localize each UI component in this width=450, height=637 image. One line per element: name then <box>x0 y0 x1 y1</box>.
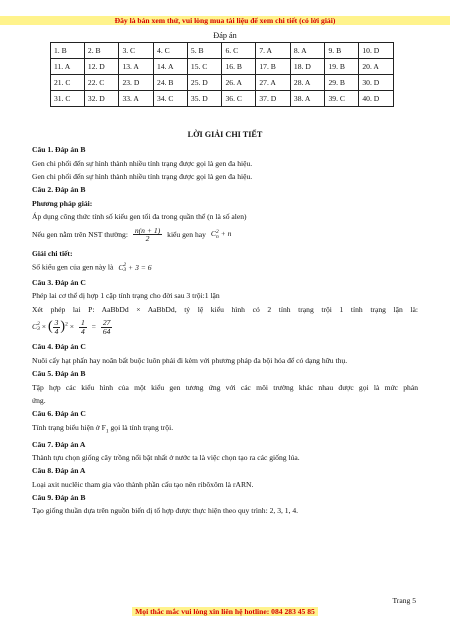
q3-heading: Câu 3. Đáp án C <box>32 277 86 287</box>
answer-cell: 4. C <box>154 43 188 59</box>
q6-heading: Câu 6. Đáp án C <box>32 409 86 419</box>
answer-cell: 1. B <box>51 43 85 59</box>
answer-cell: 35. D <box>187 91 222 107</box>
answer-cell: 29. B <box>325 75 359 91</box>
answer-cell: 17. B <box>256 59 291 75</box>
q2-apply: Áp dụng công thức tính số kiểu gen tối đa trong quần thể (n là số alen) <box>32 212 247 222</box>
answer-cell: 34. C <box>154 91 188 107</box>
q1-text: Gen chi phối đến sự hình thành nhiều tính trạng được gọi là gen đa hiệu. <box>32 171 253 181</box>
q9-text: Tạo giống thuần dựa trên nguồn biến dị tổ hợp được thực hiện theo quy trình: 2, 3, 1, 4. <box>32 506 299 516</box>
answer-cell: 11. A <box>51 59 85 75</box>
answer-cell: 13. A <box>119 59 154 75</box>
answer-cell: 38. A <box>290 91 325 107</box>
q2-method-label: Phương pháp giải: <box>32 198 93 208</box>
answer-cell: 31. C <box>51 91 85 107</box>
q7-heading: Câu 7. Đáp án A <box>32 439 86 449</box>
answer-cell: 8. A <box>290 43 325 59</box>
answer-cell: 33. A <box>119 91 154 107</box>
answers-title: Đáp án <box>213 31 237 40</box>
preview-banner: Đây là bản xem thử, vui lòng mua tài liệu để xem chi tiết (có lời giải) <box>0 16 450 25</box>
q2-formula: Nếu gen nằm trên NST thường: $\frac{n(n + 1)}{2}$ kiểu gen hay C 2 n + n <box>32 225 232 244</box>
q5-text: ứng. <box>32 395 46 405</box>
answer-cell: 16. B <box>222 59 256 75</box>
page-number: Trang 5 <box>392 596 416 605</box>
answer-cell: 40. D <box>359 91 394 107</box>
answer-cell: 7. A <box>256 43 291 59</box>
answer-cell: 3. C <box>119 43 154 59</box>
q9-heading: Câu 9. Đáp án B <box>32 493 86 503</box>
answer-cell: 19. B <box>325 59 359 75</box>
answer-row <box>51 91 394 107</box>
answer-table <box>50 42 394 107</box>
hotline-footer: Mọi thắc mắc vui lòng xin liên hệ hotline: 084 283 45 85 <box>0 607 450 616</box>
answer-row <box>51 75 394 91</box>
q4-text: Nuôi cấy hạt phấn hay noãn bất buộc luôn phải đi kèm với phương pháp đa bội hóa để có dạng hữu thụ. <box>32 355 348 365</box>
answer-cell: 20. A <box>359 59 394 75</box>
q2-heading: Câu 2. Đáp án B <box>32 185 86 195</box>
q8-text: Loại axit nuclêic tham gia vào thành phần cấu tạo nên ribôxôm là rARN. <box>32 479 254 489</box>
q5-heading: Câu 5. Đáp án B <box>32 369 86 379</box>
answer-cell: 39. C <box>325 91 359 107</box>
answer-cell: 6. C <box>222 43 256 59</box>
answer-cell: 37. D <box>256 91 291 107</box>
answer-cell: 36. C <box>222 91 256 107</box>
q8-heading: Câu 8. Đáp án A <box>32 466 86 476</box>
detailed-solutions <box>32 131 418 521</box>
answer-cell: 24. B <box>154 75 188 91</box>
q2-fraction: $\frac{n(n + 1)}{2}$ <box>134 225 161 244</box>
answer-row <box>51 43 394 59</box>
q3-math: C 2 3 × ( $\frac{3}{4}$ )$^2$ × $\frac{1}{4}$ = $\frac{27}{64}$ <box>32 318 111 336</box>
answer-cell: 21. C <box>51 75 85 91</box>
answer-cell: 27. A <box>256 75 291 91</box>
q6-text: Tính trạng biểu hiện ở $F_1$ gọi là tính trạng trội. <box>32 422 174 435</box>
answer-cell: 2. B <box>84 43 119 59</box>
answer-cell: 25. D <box>187 75 222 91</box>
answer-cell: 10. D <box>359 43 394 59</box>
q5-text: Tập hợp các kiểu hình của một kiểu gen tương ứng với các môi trường khác nhau được gọi là mức phản <box>32 382 418 392</box>
answer-cell: 15. C <box>187 59 222 75</box>
q2-result: Số kiểu gen của gen này là C 2 3 + 3 = 6 <box>32 262 152 274</box>
q1-text: Gen chi phối đến sự hình thành nhiều tính trạng được gọi là gen đa hiệu. <box>32 158 253 168</box>
answer-cell: 12. D <box>84 59 119 75</box>
answer-cell: 30. D <box>359 75 394 91</box>
q2-detail-label: Giải chi tiết: <box>32 248 73 258</box>
q4-heading: Câu 4. Đáp án C <box>32 342 86 352</box>
answer-row <box>51 59 394 75</box>
answer-cell: 23. D <box>119 75 154 91</box>
q3-text: Xét phép lai P: AaBbDd × AaBbDd, tỷ lệ kiểu hình có 2 tính trạng trội 1 tính trạng lặn là: <box>32 304 418 314</box>
answer-cell: 32. D <box>84 91 119 107</box>
q1-heading: Câu 1. Đáp án B <box>32 145 86 155</box>
section-title: LỜI GIẢI CHI TIẾT <box>187 130 263 139</box>
q3-text: Phép lai cơ thể dị hợp 1 cặp tính trạng cho đời sau 3 trội:1 lặn <box>32 291 220 301</box>
answer-cell: 14. A <box>154 59 188 75</box>
answer-cell: 26. A <box>222 75 256 91</box>
answer-cell: 5. B <box>187 43 222 59</box>
answer-cell: 28. A <box>290 75 325 91</box>
q7-text: Thành tựu chọn giống cây trồng nổi bật nhất ở nước ta là việc chọn tạo ra các giống lúa. <box>32 452 300 462</box>
answer-cell: 22. C <box>84 75 119 91</box>
answer-cell: 9. B <box>325 43 359 59</box>
answer-cell: 18. D <box>290 59 325 75</box>
